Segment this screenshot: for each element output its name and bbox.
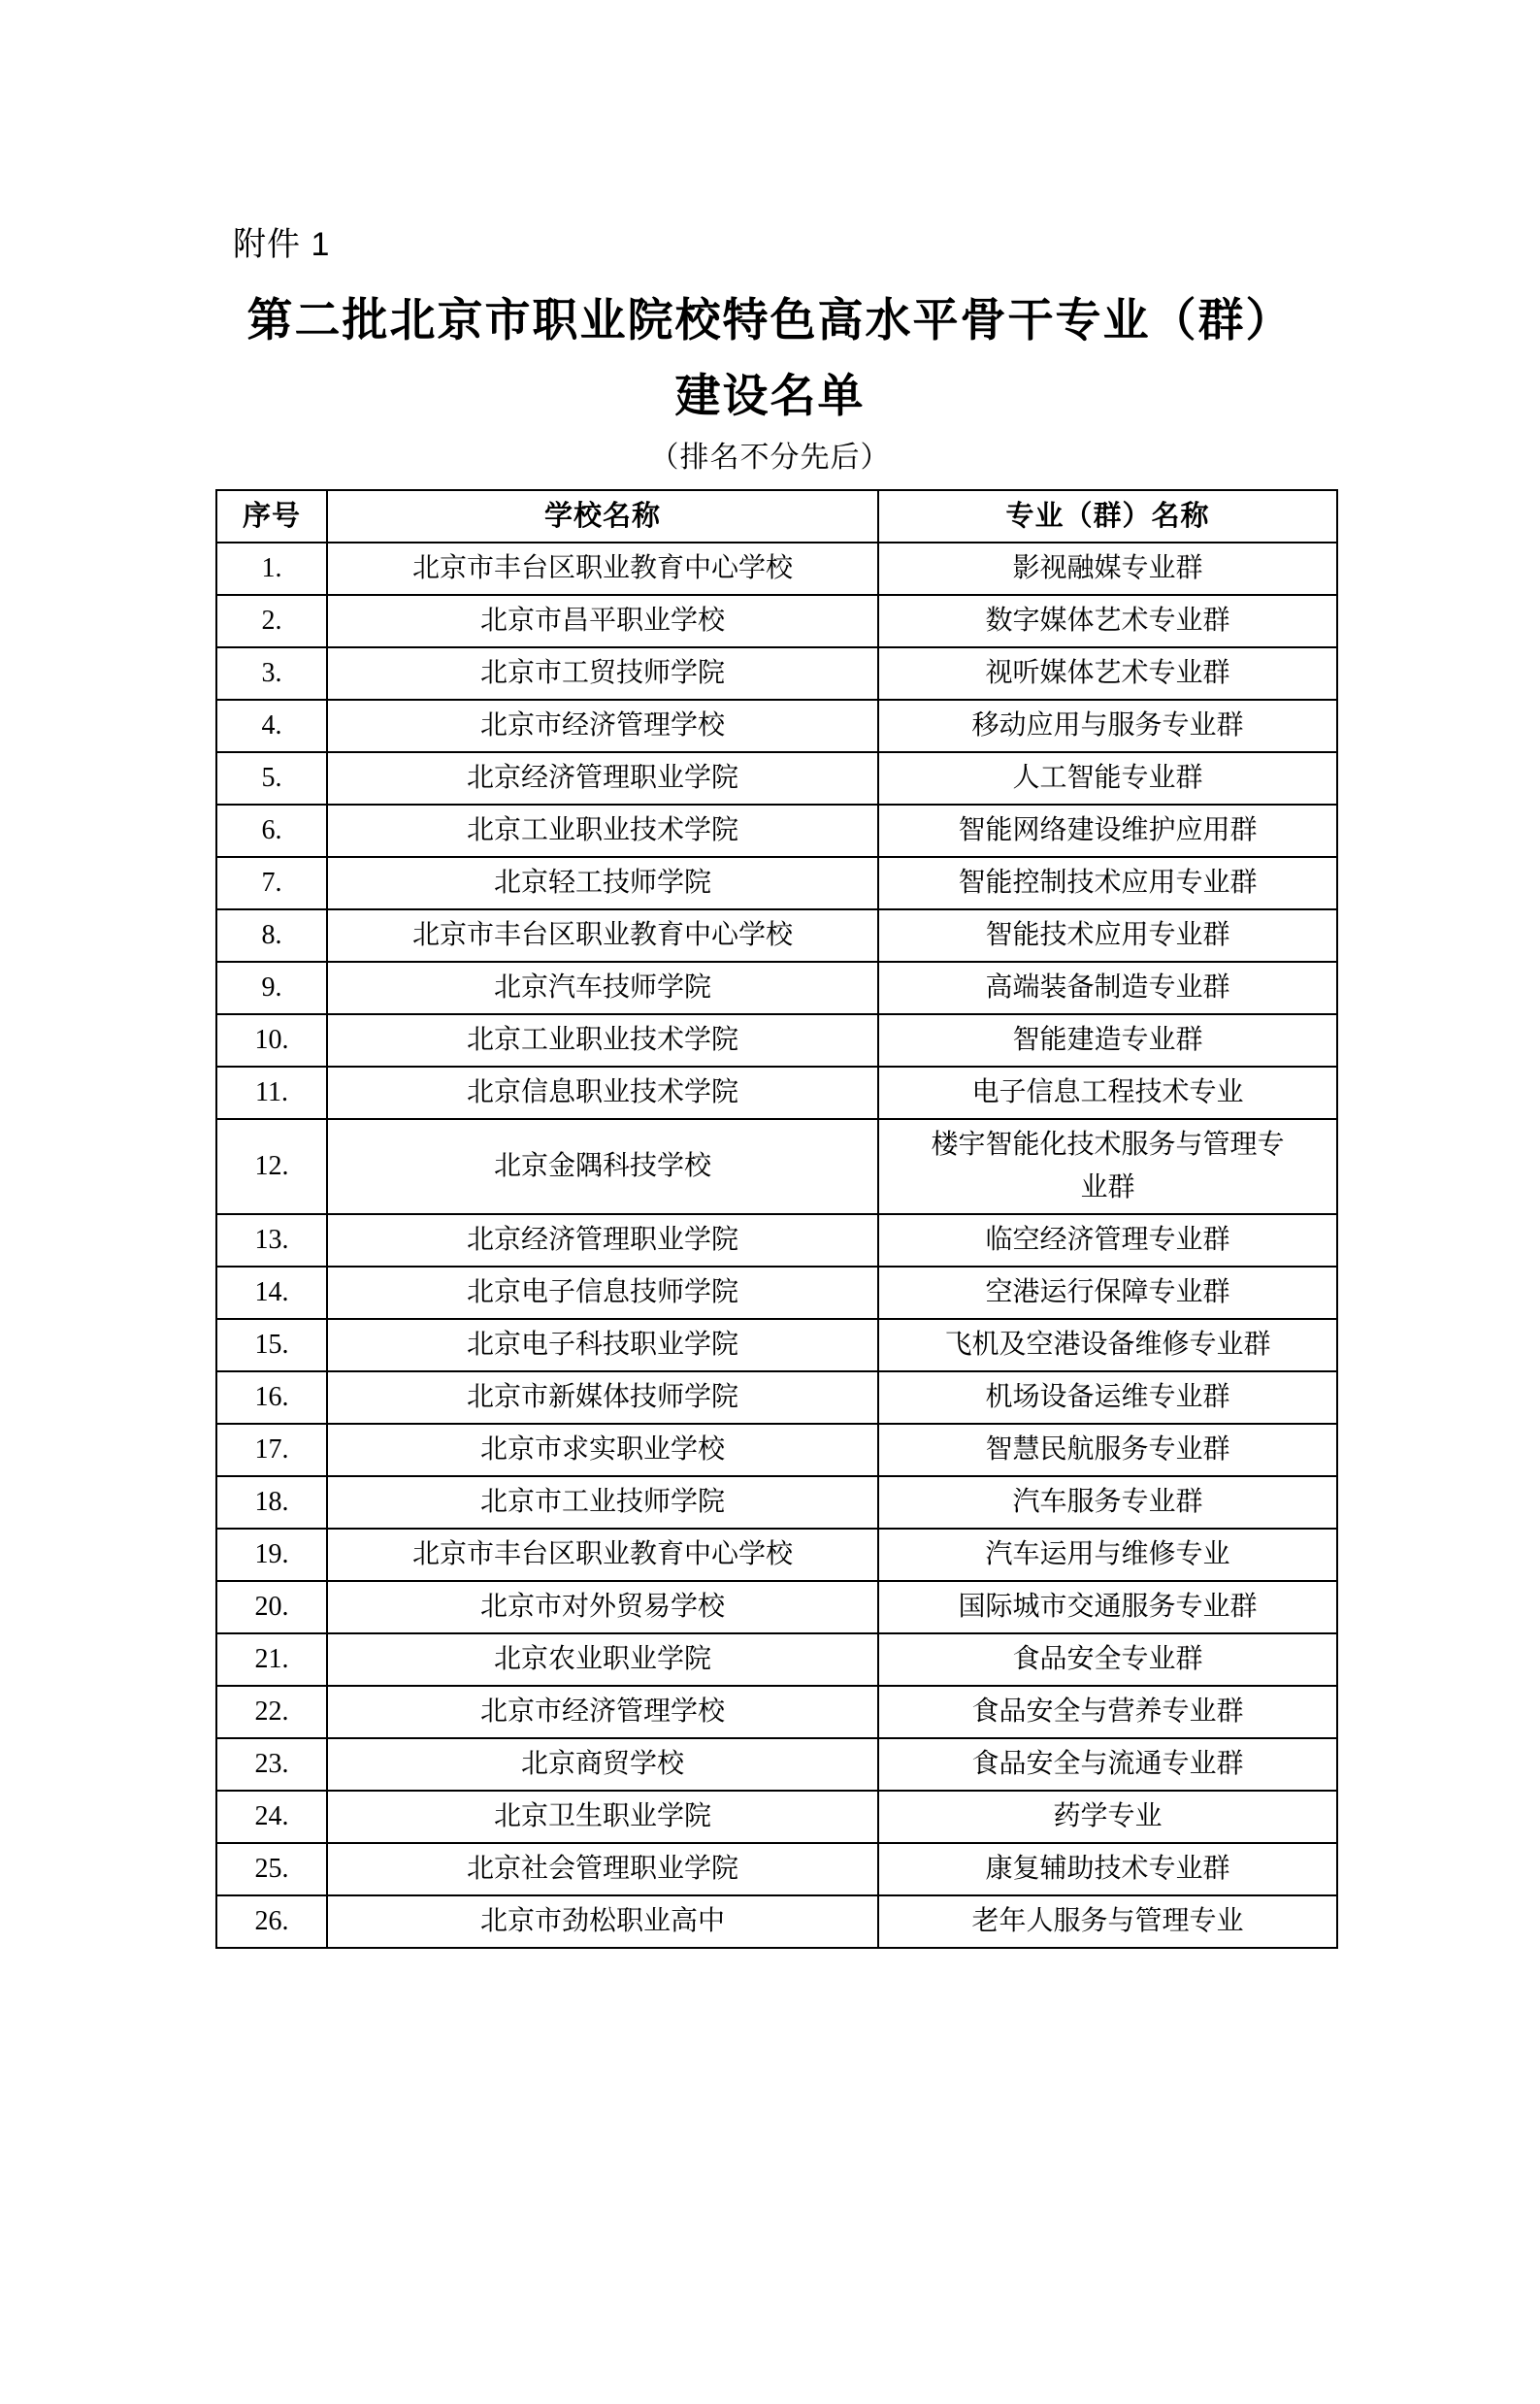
major-cell: 数字媒体艺术专业群: [878, 595, 1337, 647]
header-cell-school: 学校名称: [327, 490, 878, 543]
table-row: [216, 1267, 1337, 1319]
page-title: [0, 283, 1540, 435]
school-cell: 北京社会管理职业学院: [327, 1843, 878, 1895]
school-cell: 北京工业职业技术学院: [327, 805, 878, 857]
major-cell: 飞机及空港设备维修专业群: [878, 1319, 1337, 1371]
school-cell: 北京经济管理职业学院: [327, 1214, 878, 1267]
table-row: [216, 1371, 1337, 1424]
table-row: [216, 1686, 1337, 1738]
school-cell: 北京卫生职业学院: [327, 1791, 878, 1843]
table-row: [216, 1214, 1337, 1267]
major-cell: 智能建造专业群: [878, 1014, 1337, 1067]
school-cell: 北京市工贸技师学院: [327, 647, 878, 700]
row-no-cell: 16.: [216, 1371, 327, 1424]
major-cell: 机场设备运维专业群: [878, 1371, 1337, 1424]
school-cell: 北京市昌平职业学校: [327, 595, 878, 647]
table-header-row: [216, 490, 1337, 543]
row-no-cell: 5.: [216, 752, 327, 805]
row-no-cell: 22.: [216, 1686, 327, 1738]
row-no-cell: 6.: [216, 805, 327, 857]
major-cell: 食品安全与流通专业群: [878, 1738, 1337, 1791]
table-row: [216, 1529, 1337, 1581]
header-cell-major: 专业（群）名称: [878, 490, 1337, 543]
row-no-cell: 1.: [216, 543, 327, 595]
document-page: [0, 225, 1540, 2404]
school-cell: 北京市工业技师学院: [327, 1476, 878, 1529]
row-no-cell: 24.: [216, 1791, 327, 1843]
page-title-line1: 第二批北京市职业院校特色高水平骨干专业（群）: [246, 296, 1294, 346]
school-cell: 北京商贸学校: [327, 1738, 878, 1791]
major-cell: 移动应用与服务专业群: [878, 700, 1337, 752]
table-row: [216, 700, 1337, 752]
major-cell: 影视融媒专业群: [878, 543, 1337, 595]
attachment-label: 附件 1: [233, 226, 331, 263]
table-row: [216, 543, 1337, 595]
major-cell: 空港运行保障专业群: [878, 1267, 1337, 1319]
table-row: [216, 752, 1337, 805]
specialty-list-table: [215, 489, 1338, 1949]
major-cell: 智能控制技术应用专业群: [878, 857, 1337, 909]
school-cell: 北京电子科技职业学院: [327, 1319, 878, 1371]
table-row: [216, 909, 1337, 962]
row-no-cell: 2.: [216, 595, 327, 647]
row-no-cell: 7.: [216, 857, 327, 909]
major-cell: 汽车服务专业群: [878, 1476, 1337, 1529]
table-row: [216, 1633, 1337, 1686]
row-no-cell: 12.: [216, 1119, 327, 1214]
major-cell: 老年人服务与管理专业: [878, 1895, 1337, 1948]
school-cell: 北京市丰台区职业教育中心学校: [327, 543, 878, 595]
major-cell: 国际城市交通服务专业群: [878, 1581, 1337, 1633]
school-cell: 北京工业职业技术学院: [327, 1014, 878, 1067]
table-row: [216, 1424, 1337, 1476]
table-row: [216, 1476, 1337, 1529]
table-row: [216, 1014, 1337, 1067]
school-cell: 北京市经济管理学校: [327, 700, 878, 752]
school-cell: 北京信息职业技术学院: [327, 1067, 878, 1119]
table-row: [216, 857, 1337, 909]
school-cell: 北京金隅科技学校: [327, 1119, 878, 1214]
major-cell: 药学专业: [878, 1791, 1337, 1843]
major-cell: 智能网络建设维护应用群: [878, 805, 1337, 857]
row-no-cell: 13.: [216, 1214, 327, 1267]
major-cell: 电子信息工程技术专业: [878, 1067, 1337, 1119]
major-cell: 智慧民航服务专业群: [878, 1424, 1337, 1476]
school-cell: 北京市经济管理学校: [327, 1686, 878, 1738]
row-no-cell: 11.: [216, 1067, 327, 1119]
school-cell: 北京电子信息技师学院: [327, 1267, 878, 1319]
row-no-cell: 20.: [216, 1581, 327, 1633]
table-body: [216, 543, 1337, 1948]
table-row: [216, 1581, 1337, 1633]
school-cell: 北京汽车技师学院: [327, 962, 878, 1014]
row-no-cell: 17.: [216, 1424, 327, 1476]
table-row: [216, 1319, 1337, 1371]
row-no-cell: 10.: [216, 1014, 327, 1067]
table-row: [216, 1895, 1337, 1948]
row-no-cell: 8.: [216, 909, 327, 962]
table-row: [216, 1791, 1337, 1843]
major-cell: 楼宇智能化技术服务与管理专业群: [878, 1119, 1337, 1214]
row-no-cell: 3.: [216, 647, 327, 700]
row-no-cell: 15.: [216, 1319, 327, 1371]
row-no-cell: 23.: [216, 1738, 327, 1791]
row-no-cell: 18.: [216, 1476, 327, 1529]
header-cell-no: 序号: [216, 490, 327, 543]
major-cell: 汽车运用与维修专业: [878, 1529, 1337, 1581]
school-cell: 北京农业职业学院: [327, 1633, 878, 1686]
major-cell: 康复辅助技术专业群: [878, 1843, 1337, 1895]
table-row: [216, 962, 1337, 1014]
school-cell: 北京市丰台区职业教育中心学校: [327, 1529, 878, 1581]
table-row: [216, 1067, 1337, 1119]
table-row: [216, 1843, 1337, 1895]
school-cell: 北京市对外贸易学校: [327, 1581, 878, 1633]
school-cell: 北京市求实职业学校: [327, 1424, 878, 1476]
row-no-cell: 19.: [216, 1529, 327, 1581]
major-cell: 人工智能专业群: [878, 752, 1337, 805]
table-row: [216, 1119, 1337, 1214]
school-cell: 北京市丰台区职业教育中心学校: [327, 909, 878, 962]
table-row: [216, 805, 1337, 857]
table-row: [216, 647, 1337, 700]
row-no-cell: 14.: [216, 1267, 327, 1319]
page-title-line2: 建设名单: [674, 372, 866, 422]
school-cell: 北京经济管理职业学院: [327, 752, 878, 805]
row-no-cell: 9.: [216, 962, 327, 1014]
school-cell: 北京市劲松职业高中: [327, 1895, 878, 1948]
table-row: [216, 595, 1337, 647]
row-no-cell: 26.: [216, 1895, 327, 1948]
school-cell: 北京市新媒体技师学院: [327, 1371, 878, 1424]
row-no-cell: 25.: [216, 1843, 327, 1895]
major-cell: 高端装备制造专业群: [878, 962, 1337, 1014]
major-cell: 视听媒体艺术专业群: [878, 647, 1337, 700]
row-no-cell: 4.: [216, 700, 327, 752]
major-cell: 食品安全专业群: [878, 1633, 1337, 1686]
row-no-cell: 21.: [216, 1633, 327, 1686]
page-subtitle: （排名不分先后）: [649, 442, 891, 474]
major-cell: 智能技术应用专业群: [878, 909, 1337, 962]
major-cell: 食品安全与营养专业群: [878, 1686, 1337, 1738]
school-cell: 北京轻工技师学院: [327, 857, 878, 909]
major-cell: 临空经济管理专业群: [878, 1214, 1337, 1267]
table-row: [216, 1738, 1337, 1791]
